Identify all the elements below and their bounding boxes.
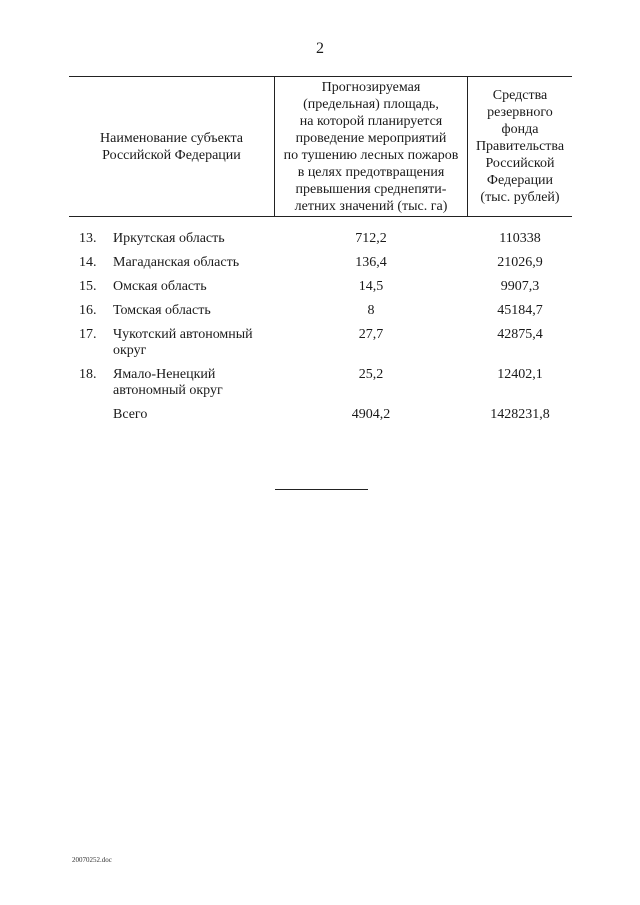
total-funds-value: 1428231,8 <box>490 407 550 422</box>
end-of-document-rule <box>275 489 368 490</box>
header-region-name: Наименование субъекта Российской Федерации <box>100 130 243 163</box>
row-number: 15. <box>79 279 97 294</box>
table-row <box>69 231 572 247</box>
row-number: 13. <box>79 231 97 246</box>
region-name: Томская область <box>113 303 211 318</box>
funds-value: 45184,7 <box>497 303 543 318</box>
header-reserve-funds: Средства резервного фонда Правительства Российской Федерации (тыс. рублей) <box>475 88 565 205</box>
page-number: 2 <box>316 40 324 57</box>
area-value: 27,7 <box>358 327 384 342</box>
funds-value: 21026,9 <box>497 255 543 270</box>
total-area-value: 4904,2 <box>351 407 391 422</box>
row-number: 14. <box>79 255 97 270</box>
table-body <box>69 231 572 431</box>
funds-value: 9907,3 <box>500 279 540 294</box>
region-name: Магаданская область <box>113 255 240 270</box>
document-filename: 20070252.doc <box>72 856 112 864</box>
region-name: Чукотский автономный округ <box>113 327 253 358</box>
total-label: Всего <box>113 407 148 422</box>
region-name: Иркутская область <box>113 231 225 246</box>
funding-table <box>69 76 572 422</box>
table-row <box>69 327 572 359</box>
region-name: Ямало-Ненецкий автономный округ <box>113 367 223 398</box>
funds-value: 12402,1 <box>497 367 543 382</box>
table-row <box>69 255 572 271</box>
table-row <box>69 303 572 319</box>
total-row <box>69 407 572 423</box>
table-row <box>69 279 572 295</box>
table-row <box>69 367 572 399</box>
row-number: 17. <box>79 327 97 342</box>
table-header <box>69 76 572 217</box>
region-name: Омская область <box>113 279 207 294</box>
funds-value: 42875,4 <box>497 327 543 342</box>
row-number: 18. <box>79 367 97 382</box>
header-forecast-area: Прогнозируемая (предельная) площадь, на которой планируется проведение мероприятий по тушению лесных пожаров в целях предотвращения превышения среднепяти- летних значений (тыс. га) <box>283 79 459 214</box>
area-value: 712,2 <box>355 231 387 246</box>
funds-value: 110338 <box>499 231 541 246</box>
area-value: 8 <box>367 303 375 318</box>
area-value: 136,4 <box>355 255 387 270</box>
row-number: 16. <box>79 303 97 318</box>
area-value: 25,2 <box>358 367 384 382</box>
area-value: 14,5 <box>358 279 384 294</box>
